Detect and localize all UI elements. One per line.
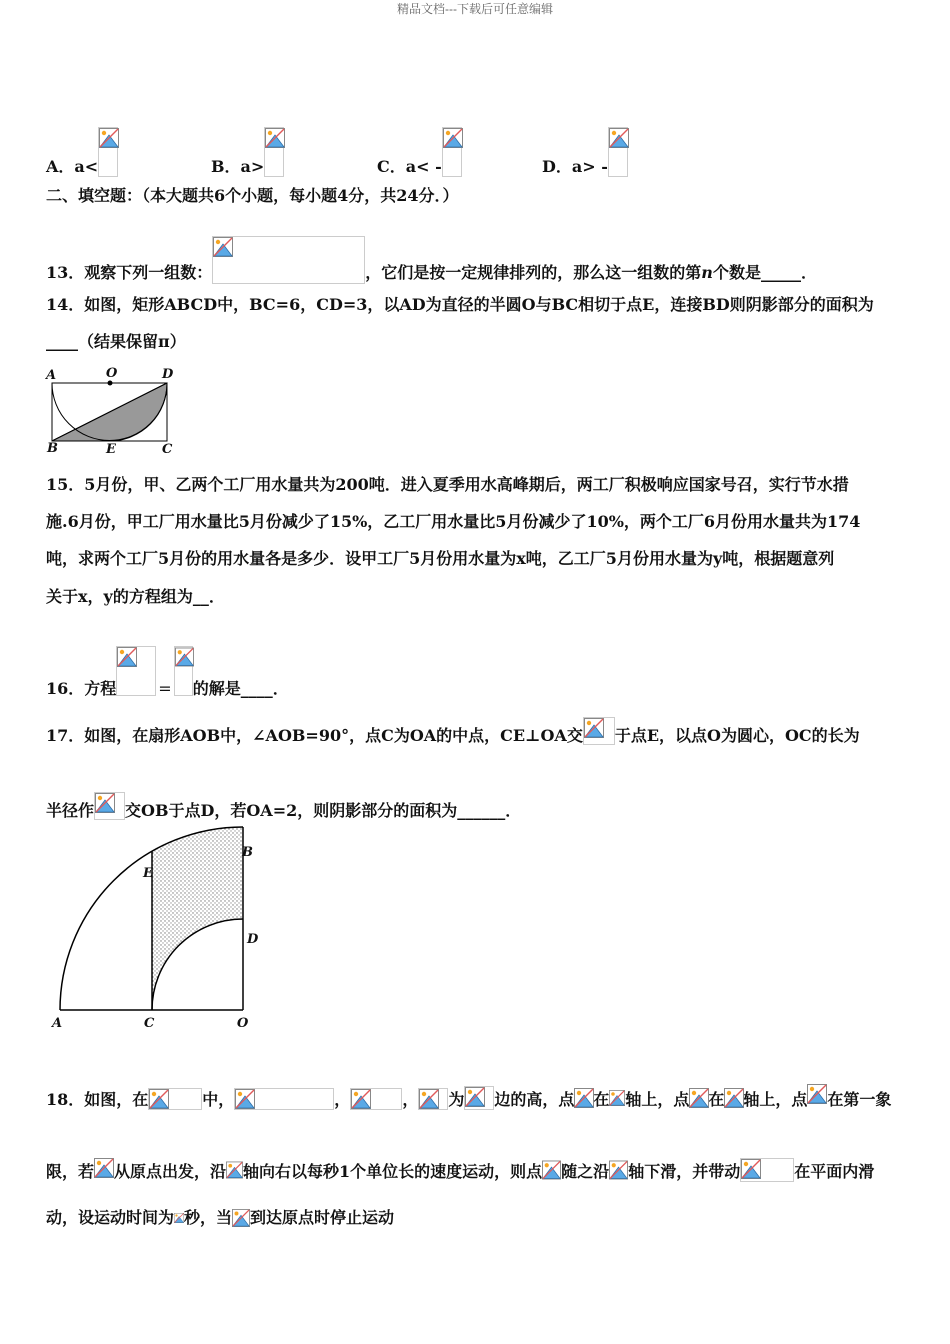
sector-figure [40,820,270,1020]
label-d: D [247,932,259,947]
broken-image-icon [94,792,125,820]
broken-image-icon [609,1160,628,1182]
q18-text: 中， [202,1090,235,1109]
q16-text: 16．方程 [46,679,117,698]
q18-text: 轴下滑，并带动 [628,1162,741,1181]
q18-text: ， [334,1090,351,1109]
q18-text: 从原点出发，沿 [114,1162,227,1181]
question-17-line2 [46,792,521,821]
q17-text: 交OB于点D，若OA=2，则阴影部分的面积为______． [125,801,522,820]
question-15-line2: 施.6月份，甲工厂用水量比5月份减少了15%，乙工厂用水量比5月份减少了10%，两个工厂6月份用水量共为174 [46,512,861,531]
q13-text: ，它们是按一定规律排列的，那么这一组数的第 [365,263,702,282]
q18-text: 随之沿 [561,1162,610,1181]
label-b: B [242,845,253,860]
q16-equals: = [158,679,172,698]
question-18-line2 [46,1158,874,1182]
q18-text: 轴上，点 [625,1090,690,1109]
q18-text: 在 [593,1090,610,1109]
broken-image-icon [807,1084,827,1110]
q16-text: 的解是____． [192,679,289,698]
option-b-label: B．a> [211,157,265,176]
broken-image-icon [174,646,193,696]
broken-image-icon [212,236,365,284]
label-o: O [106,366,118,381]
center-point [108,381,113,386]
broken-image-icon [442,127,462,177]
broken-image-icon [724,1088,743,1110]
label-e: E [143,866,153,881]
q18-text: 限，若 [46,1162,95,1181]
label-a: A [46,368,57,383]
broken-image-icon [608,127,628,177]
option-d [542,127,628,177]
question-14-line1: 14．如图，矩形ABCD中，BC=6，CD=3，以AD为直径的半圆O与BC相切于点E，连接BD则阴影部分的面积为 [46,295,874,314]
broken-image-icon [234,1088,334,1110]
broken-image-icon [174,1208,184,1228]
q17-text: 17．如图，在扇形AOB中，∠AOB=90°，点C为OA的中点，CE⊥OA交 [46,726,583,745]
option-c [377,127,462,177]
broken-image-icon [740,1158,794,1182]
question-13 [46,236,817,284]
q17-text: 半径作 [46,801,95,820]
broken-image-icon [583,717,615,745]
label-o: O [237,1016,249,1031]
option-a [46,127,118,177]
q18-text: ， [402,1090,419,1109]
broken-image-icon [226,1160,243,1182]
broken-image-icon [98,127,118,177]
page-header: 精品文档---下载后可任意编辑 [397,2,553,16]
q17-text: 于点E，以点O为圆心，OC的长为 [614,726,860,745]
label-c: C [162,442,173,457]
broken-image-icon [232,1208,250,1228]
option-b [211,127,284,177]
option-c-label: C．a< - [377,157,442,176]
question-14-line2: ____（结果保留π） [46,332,186,351]
shaded-region [152,827,243,1010]
label-a: A [52,1016,63,1031]
question-15-line1: 15．5月份，甲、乙两个工厂用水量共为200吨．进入夏季用水高峰期后，两工厂积极响应国家号召，实行节水措 [46,475,849,494]
q18-text: 轴向右以每秒1个单位长的速度运动，则点 [243,1162,543,1181]
q18-text: 动，设运动时间为 [46,1208,175,1227]
broken-image-icon [418,1088,448,1110]
q18-text: 到达原点时停止运动 [250,1208,395,1227]
q13-text: 13．观察下列一组数： [46,263,213,282]
question-16 [46,646,289,699]
q18-text: 轴上，点 [743,1090,808,1109]
q18-text: 在平面内滑 [794,1162,875,1181]
broken-image-icon [689,1088,708,1110]
broken-image-icon [94,1158,114,1182]
label-e: E [106,442,116,457]
label-d: D [162,367,174,382]
q13-text: 个数是_____． [712,263,817,282]
q18-text: 18．如图，在 [46,1090,149,1109]
q18-text: 边的高，点 [494,1090,575,1109]
broken-image-icon [542,1160,561,1182]
broken-image-icon [574,1088,593,1110]
broken-image-icon [609,1088,625,1110]
q18-text: 在第一象 [827,1090,892,1109]
question-17-line1 [46,717,860,746]
question-15-line4: 关于x，y的方程组为__． [46,587,225,606]
broken-image-icon [148,1088,202,1110]
question-18-line1 [46,1084,891,1110]
broken-image-icon [350,1088,402,1110]
broken-image-icon [464,1086,494,1110]
question-15-line3: 吨，求两个工厂5月份的用水量各是多少．设甲工厂5月份用水量为x吨，乙工厂5月份用水量为y吨，根据题意列 [46,549,835,568]
broken-image-icon [116,646,156,696]
label-b: B [47,441,58,456]
q18-text: 在 [708,1090,725,1109]
option-d-label: D．a> - [542,157,608,176]
section-heading: 二、填空题：（本大题共6个小题，每小题4分，共24分．） [46,186,459,205]
option-a-label: A．a< [46,157,99,176]
q18-text: 秒，当 [184,1208,233,1227]
broken-image-icon [264,127,284,177]
q18-text: 为 [448,1090,465,1109]
label-c: C [144,1016,155,1031]
q13-variable: n [701,263,713,282]
question-18-line3 [46,1208,394,1228]
